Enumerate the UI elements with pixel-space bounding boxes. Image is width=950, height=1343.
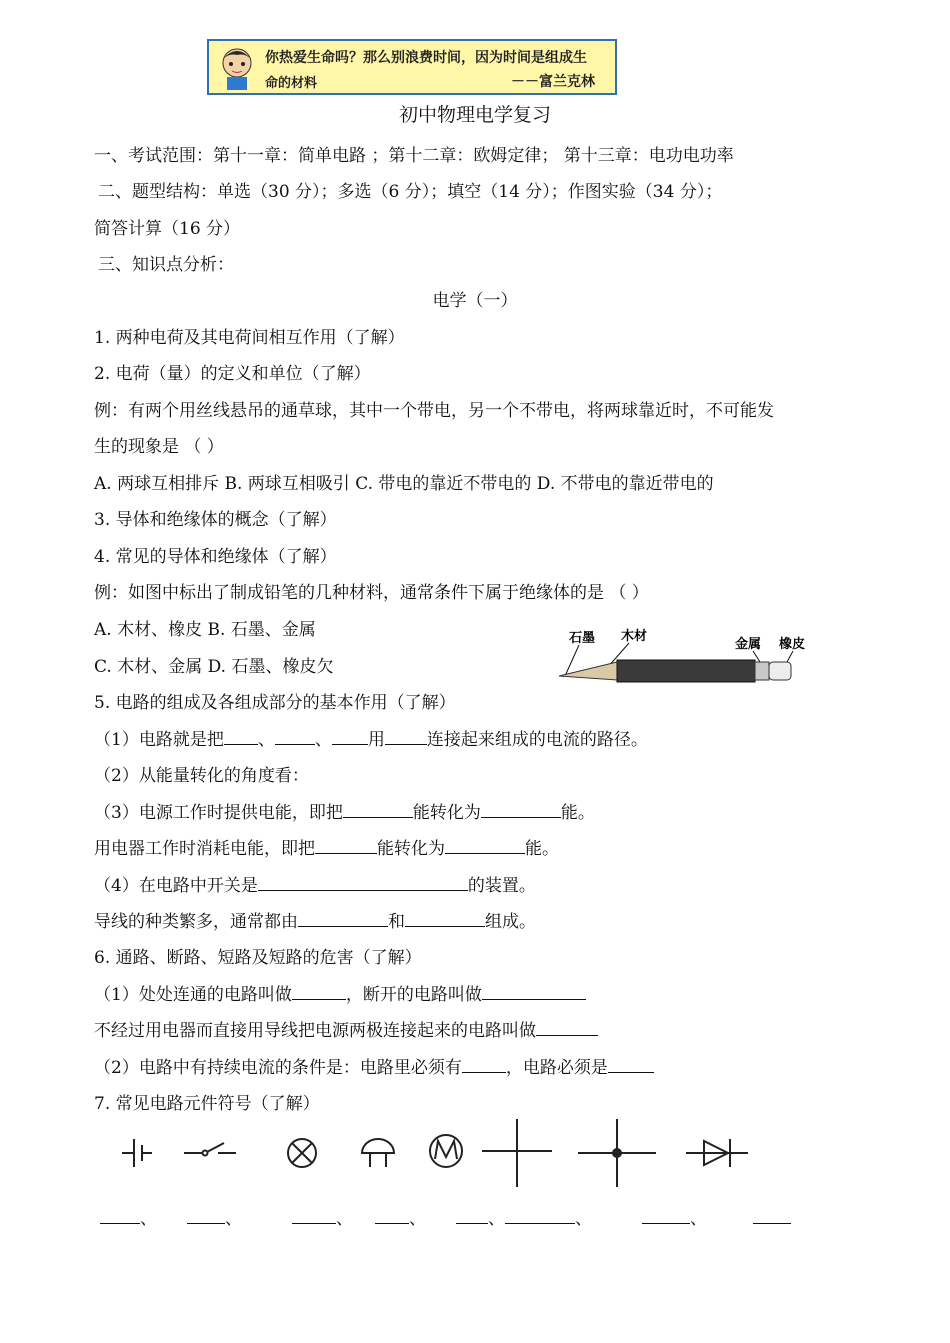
diode-icon bbox=[686, 1139, 748, 1167]
blank[interactable] bbox=[275, 729, 315, 745]
example-2-options-ab: A. 木材、橡皮 B. 石墨、金属 bbox=[94, 620, 316, 640]
item-4: 4. 常见的导体和绝缘体（了解） bbox=[94, 547, 337, 567]
quote-banner bbox=[207, 39, 617, 95]
item-5-1-text: 连接起来组成的电流的路径。 bbox=[426, 730, 648, 750]
blank[interactable] bbox=[445, 838, 525, 854]
blank[interactable] bbox=[642, 1208, 690, 1224]
label-rubber: 橡皮 bbox=[779, 637, 806, 652]
example-1-text-cont: 生的现象是 （ ） bbox=[94, 437, 224, 457]
item-5-1 bbox=[94, 729, 648, 751]
item-5-4-cont bbox=[94, 911, 536, 933]
blank[interactable] bbox=[292, 1208, 336, 1224]
item-6-2-text: ，电路必须是 bbox=[505, 1058, 608, 1078]
section-heading: 电学（一） bbox=[432, 291, 518, 311]
item-6-2 bbox=[94, 1057, 654, 1079]
item-5-3-text: 能。 bbox=[525, 839, 559, 859]
item-5-2: （2）从能量转化的角度看： bbox=[94, 766, 309, 786]
item-7: 7. 常见电路元件符号（了解） bbox=[94, 1094, 320, 1114]
item-5-1-text: 用 bbox=[367, 730, 385, 750]
separator: 、 bbox=[140, 1209, 157, 1229]
separator: 、 bbox=[575, 1209, 592, 1229]
example-1-text: 例：有两个用丝线悬吊的通草球，其中一个带电，另一个不带电，将两球靠近时，不可能发 bbox=[94, 401, 774, 421]
blank[interactable] bbox=[462, 1057, 506, 1073]
item-2: 2. 电荷（量）的定义和单位（了解） bbox=[94, 364, 371, 384]
example-2-options-cd: C. 木材、金属 D. 石墨、橡皮欠 bbox=[94, 657, 334, 677]
item-6-1-cont bbox=[94, 1020, 598, 1042]
question-structure: 二、题型结构：单选（30 分）；多选（6 分）；填空（14 分）；作图实验（34 分）； bbox=[98, 182, 723, 202]
banner-quote-line1: 你热爱生命吗？那么别浪费时间，因为时间是组成生 bbox=[265, 50, 587, 66]
item-5-3-text: 能转化为 bbox=[412, 803, 481, 823]
blank[interactable] bbox=[405, 911, 485, 927]
item-6-2-text: （2）电路中有持续电流的条件是：电路里必须有 bbox=[94, 1058, 462, 1078]
example-1-options: A. 两球互相排斥 B. 两球互相吸引 C. 带电的靠近不带电的 D. 不带电的靠近带电的 bbox=[94, 474, 714, 494]
label-graphite: 石墨 bbox=[569, 631, 596, 646]
item-6: 6. 通路、断路、短路及短路的危害（了解） bbox=[94, 948, 422, 968]
blank[interactable] bbox=[375, 1208, 409, 1224]
separator: 、 bbox=[409, 1209, 426, 1229]
item-3: 3. 导体和绝缘体的概念（了解） bbox=[94, 510, 337, 530]
item-5-3-cont bbox=[94, 838, 559, 860]
banner-quote-line2: 命的材料 bbox=[265, 76, 318, 91]
item-6-1-text: （1）处处连通的电路叫做 bbox=[94, 985, 292, 1005]
blank[interactable] bbox=[292, 984, 346, 1000]
banner-author: －－富兰克林 bbox=[511, 74, 595, 90]
blank[interactable] bbox=[187, 1208, 225, 1224]
pencil-diagram bbox=[555, 626, 815, 692]
symbol-answer-blanks bbox=[100, 1208, 791, 1230]
blank[interactable] bbox=[385, 729, 427, 745]
blank[interactable] bbox=[505, 1208, 575, 1224]
item-1: 1. 两种电荷及其电荷间相互作用（了解） bbox=[94, 328, 405, 348]
item-5-4-text: 的装置。 bbox=[467, 876, 536, 896]
item-5-3-text: 用电器工作时消耗电能，即把 bbox=[94, 839, 315, 859]
item-5-4 bbox=[94, 875, 536, 897]
item-6-1-text: ，断开的电路叫做 bbox=[345, 985, 482, 1005]
item-5-3-text: 能。 bbox=[560, 803, 595, 823]
switch-icon bbox=[184, 1143, 236, 1156]
bell-icon bbox=[362, 1139, 394, 1167]
exam-scope: 一、考试范围：第十一章：简单电路 ；第十二章：欧姆定律； 第十三章：电功电功率 bbox=[94, 146, 734, 166]
separator: 、 bbox=[314, 730, 332, 750]
separator: 、 bbox=[257, 730, 275, 750]
blank[interactable] bbox=[482, 984, 586, 1000]
blank[interactable] bbox=[608, 1057, 654, 1073]
blank[interactable] bbox=[481, 802, 561, 818]
battery-cell-icon bbox=[122, 1139, 152, 1167]
blank[interactable] bbox=[456, 1208, 488, 1224]
item-5-4-text: 组成。 bbox=[485, 912, 536, 932]
crossing-wires-icon bbox=[482, 1119, 552, 1187]
separator: 、 bbox=[225, 1209, 242, 1229]
item-5-4-text: 导线的种类繁多，通常都由 bbox=[94, 912, 298, 932]
label-metal: 金属 bbox=[735, 637, 762, 652]
item-6-1-text: 不经过用电器而直接用导线把电源两极连接起来的电路叫做 bbox=[94, 1021, 536, 1041]
knowledge-heading: 三、知识点分析： bbox=[98, 255, 234, 275]
item-5: 5. 电路的组成及各组成部分的基本作用（了解） bbox=[94, 693, 456, 713]
item-5-3-text: 能转化为 bbox=[377, 839, 445, 859]
question-structure-cont: 简答计算（16 分） bbox=[94, 219, 241, 239]
blank[interactable] bbox=[315, 838, 377, 854]
blank[interactable] bbox=[100, 1208, 140, 1224]
separator: 、 bbox=[690, 1209, 707, 1229]
item-5-4-text: 和 bbox=[388, 912, 405, 932]
blank[interactable] bbox=[753, 1208, 791, 1224]
blank[interactable] bbox=[332, 729, 368, 745]
blank[interactable] bbox=[343, 802, 413, 818]
connected-wires-icon bbox=[578, 1119, 656, 1187]
circuit-symbols bbox=[108, 1117, 758, 1189]
separator: 、 bbox=[488, 1209, 505, 1229]
item-6-1 bbox=[94, 984, 586, 1006]
blank[interactable] bbox=[298, 911, 388, 927]
example-2-text: 例：如图中标出了制成铅笔的几种材料，通常条件下属于绝缘体的是 （ ） bbox=[94, 583, 649, 603]
blank[interactable] bbox=[536, 1020, 598, 1036]
label-wood: 木材 bbox=[621, 629, 648, 644]
cartoon-boy-icon bbox=[215, 45, 259, 91]
lamp-icon bbox=[288, 1139, 316, 1167]
blank[interactable] bbox=[224, 729, 258, 745]
blank[interactable] bbox=[258, 875, 468, 891]
separator: 、 bbox=[336, 1209, 353, 1229]
page-title: 初中物理电学复习 bbox=[398, 104, 551, 126]
item-5-1-text: （1）电路就是把 bbox=[94, 730, 224, 750]
item-5-4-text: （4）在电路中开关是 bbox=[94, 876, 258, 896]
item-5-3-text: （3）电源工作时提供电能，即把 bbox=[94, 803, 343, 823]
item-5-3 bbox=[94, 802, 595, 824]
motor-icon bbox=[430, 1135, 462, 1167]
